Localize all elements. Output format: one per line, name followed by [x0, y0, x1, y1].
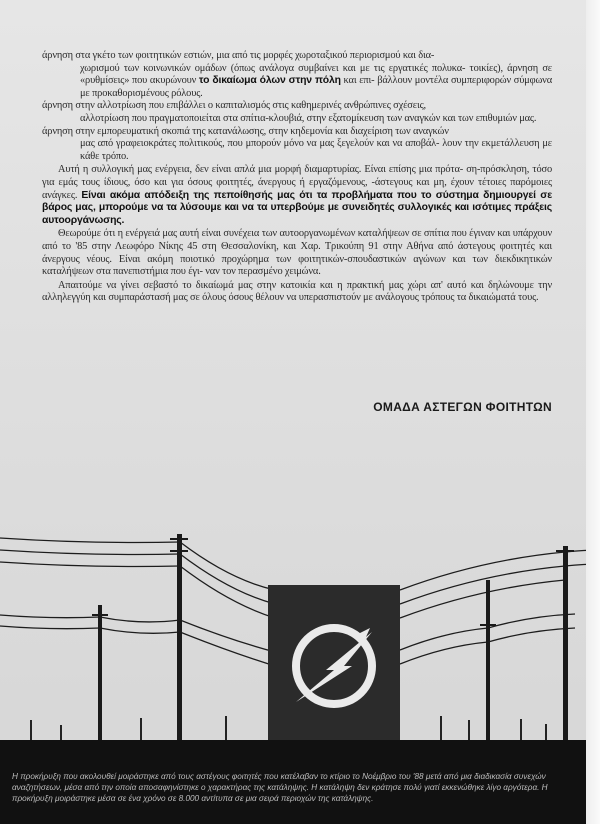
demand-item-student-ghetto: [42, 50, 552, 100]
power-line-pole-icon: [98, 605, 102, 745]
leaflet-text: [42, 50, 552, 305]
item-first-line: άρνηση στην αλλοτρίωση που επιβάλλει ο καπιταλισμός στις καθημερινές ανθρώπινες σχέσεις,: [42, 100, 427, 112]
power-line-pole-icon: [177, 534, 182, 744]
item-continuation: μας από γραφειοκράτες πολιτικούς, που μπορούν μόνο να μας ξεγελούν και να αποβάλ- λουν την εκμετάλλευση με κάθε τρόπο.: [80, 138, 552, 162]
paragraph-demand: Απαιτούμε να γίνει σεβαστό το δικαίωμά μας στην κατοικία και η πρακτική μας χώρι απ' αυτό και δηλώνουμε την αλληλεγγύη και συμπαράστασή μας σε όλους όσους θέλουν να υπερασπιστούν με ανάλογους τρόπους τα δικαιώματά τους.: [42, 279, 552, 304]
demand-item-alienation: [42, 100, 552, 125]
item-continuation: αλλοτρίωση που πραγματοποιείται στα σπίτια-κλουβιά, στην εξατομίκευση των αναγκών και των επιθυμιών μας.: [80, 112, 537, 124]
paragraph-bold-statement: Είναι ακόμα απόδειξη της πεποίθησής μας ότι τα προβλήματα που το σύστημα δημιουργεί σε βάρος μας, μπορούμε να τα λύσουμε και να τα υπερβούμε με συνειδητές συλλογικές και ισότιμες πράξεις αυτοοργάνωσης.: [42, 189, 552, 226]
demand-item-consumption: [42, 126, 552, 164]
paragraph-continuation-squats: Θεωρούμε ότι η ενέργειά μας αυτή είναι συνέχεια των αυτοοργανωμένων καταλήψεων σε σπίτια που έγιναν και υπάρχουν από το '85 στην Λεωφόρο Νίκης 45 στη Θεσσαλονίκη, και Χαρ. Τρικούπη 91 στην Αθήνα από άστεγους φοιτητές και άνεργους νέους. Είναι ακόμη ποιοτικό προχώρημα των φοιτητικών-σπουδαστικών αγώνων και των διεκδικητικών καταλήψεων στα πανεπιστήμια που έγι- ναν τον περασμένο χειμώνα.: [42, 228, 552, 278]
paragraph-collective-action: Αυτή η συλλογική μας ενέργεια, δεν είναι απλά μια μορφή διαμαρτυρίας. Είναι επίσης μια πρότα- ση-πρόσκληση, τόσο για εμάς τους ίδιους, όσο και για όσους φοιτητές, άνεργους ή εργαζόμενους, -άστεγους και μη, έχουν τέτοιες παρόμοιες ανάγκες. Είναι ακόμα απόδειξη της πεποίθησής μας ότι τα προβλήματα που το σύστημα δημιουργεί σε βάρος μας, μπορούμε να τα λύσουμε και να τα υπερβούμε με συνειδητές συλλογικές και ισότιμες πράξεις αυτοοργάνωσης.: [42, 164, 552, 226]
signature-group-name: ΟΜΑΔΑ ΑΣΤΕΓΩΝ ΦΟΙΤΗΤΩΝ: [373, 400, 552, 414]
power-line-pole-icon: [563, 546, 568, 746]
item-first-line: άρνηση στα γκέτο των φοιτητικών εστιών, μια από τις μορφές χωροταξικού περιορισμού και δια-: [42, 50, 435, 61]
item-bold-phrase: το δικαίωμα όλων στην πόλη: [198, 75, 341, 87]
item-first-line: άρνηση στην εμπορευματική σκοπιά της κατανάλωσης, στην κηδεμονία και διαχείριση των αναγκών: [42, 125, 449, 137]
caption-text: Η προκήρυξη που ακολουθεί μοιράστηκε από τους αστέγους φοιτητές που κατέλαβαν το κτίριο το Νοέμβριο του '88 μετά από μια διαδικασία συνεχών αναζητήσεων, μέσα από την οποία αποσαφηνίστηκε ο χαρακτήρας της κατάληψης. Η κατάληψη δεν κράτησε πολύ γιατί εκκενώθηκε λίγο αργότερα. Η προκήρυξη μοιράστηκε μέσα σε ένα χρόνο σε 8.000 αντίτυπα σε μια σειρά περιοχών της κατάληψης.: [12, 772, 548, 804]
power-line-pole-icon: [486, 580, 490, 745]
item-continuation: χωρισμού των κοινωνικών ομάδων (όπως ανάλογα συμβαίνει και με τις εργατικές πολυκα- τοικίες), άρνηση σε «ρυθμίσεις» που ακυρώνουν το δικαίωμα όλων στην πόλη και επι- βάλλουν μοντέλα συμπεριφορών σύμφωνα με προκαθορισμένους ρόλους.: [80, 62, 552, 99]
page-edge: [586, 0, 600, 824]
